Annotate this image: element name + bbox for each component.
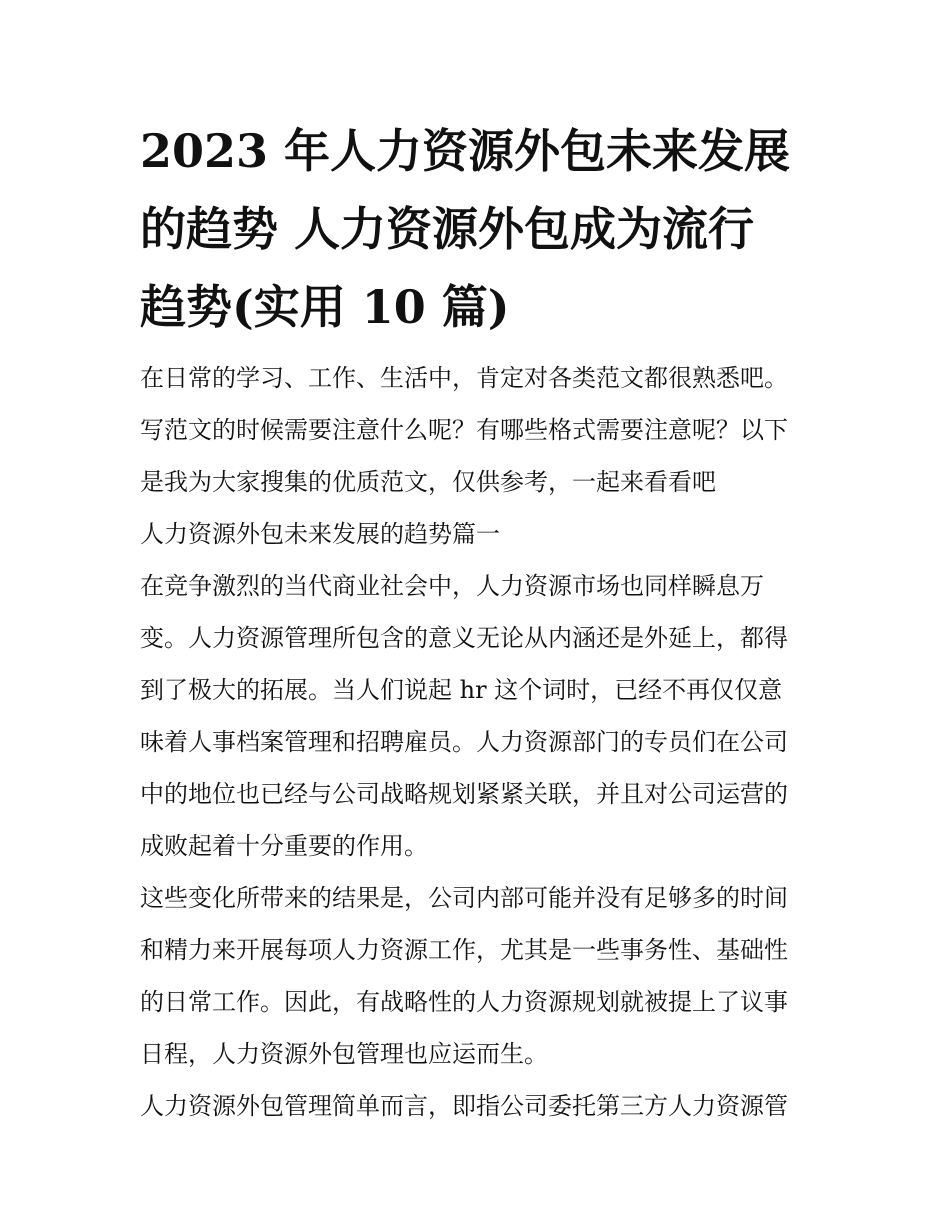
title-line: 趋势(实用 10 篇) [140, 280, 510, 334]
text-line: 的日常工作。因此，有战略性的人力资源规划就被提上了议事 [140, 988, 788, 1016]
title-line: 的趋势 人力资源外包成为流行 [140, 202, 755, 256]
text-line: 和精力来开展每项人力资源工作，尤其是一些事务性、基础性 [140, 936, 788, 964]
document-title [140, 112, 812, 346]
text-line: 味着人事档案管理和招聘雇员。人力资源部门的专员们在公司 [140, 728, 788, 756]
document-page [140, 112, 812, 1132]
text-line: 成败起着十分重要的作用。 [140, 832, 428, 860]
text-line: 中的地位也已经与公司战略规划紧紧关联，并且对公司运营的 [140, 780, 788, 808]
intro-paragraph [140, 352, 812, 508]
text-line: 这些变化所带来的结果是，公司内部可能并没有足够多的时间 [140, 884, 788, 912]
body-paragraph [140, 1080, 812, 1132]
body-paragraph [140, 560, 812, 872]
body-paragraph [140, 872, 812, 1080]
text-line: 写范文的时候需要注意什么呢？有哪些格式需要注意呢？以下 [140, 416, 788, 444]
text-line: 在竞争激烈的当代商业社会中，人力资源市场也同样瞬息万 [140, 572, 764, 600]
text-line: 在日常的学习、工作、生活中，肯定对各类范文都很熟悉吧。 [140, 364, 788, 392]
text-line: 是我为大家搜集的优质范文，仅供参考，一起来看看吧 [140, 468, 716, 496]
text-line: 人力资源外包管理简单而言，即指公司委托第三方人力资源管 [140, 1092, 788, 1120]
title-line: 2023 年人力资源外包未来发展 [140, 124, 791, 178]
section-heading [140, 508, 812, 560]
text-line: 人力资源外包未来发展的趋势篇一 [140, 520, 500, 548]
text-line: 日程，人力资源外包管理也应运而生。 [140, 1040, 548, 1068]
text-line: 到了极大的拓展。当人们说起 hr 这个词时，已经不再仅仅意 [140, 676, 783, 704]
text-line: 变。人力资源管理所包含的意义无论从内涵还是外延上，都得 [140, 624, 788, 652]
